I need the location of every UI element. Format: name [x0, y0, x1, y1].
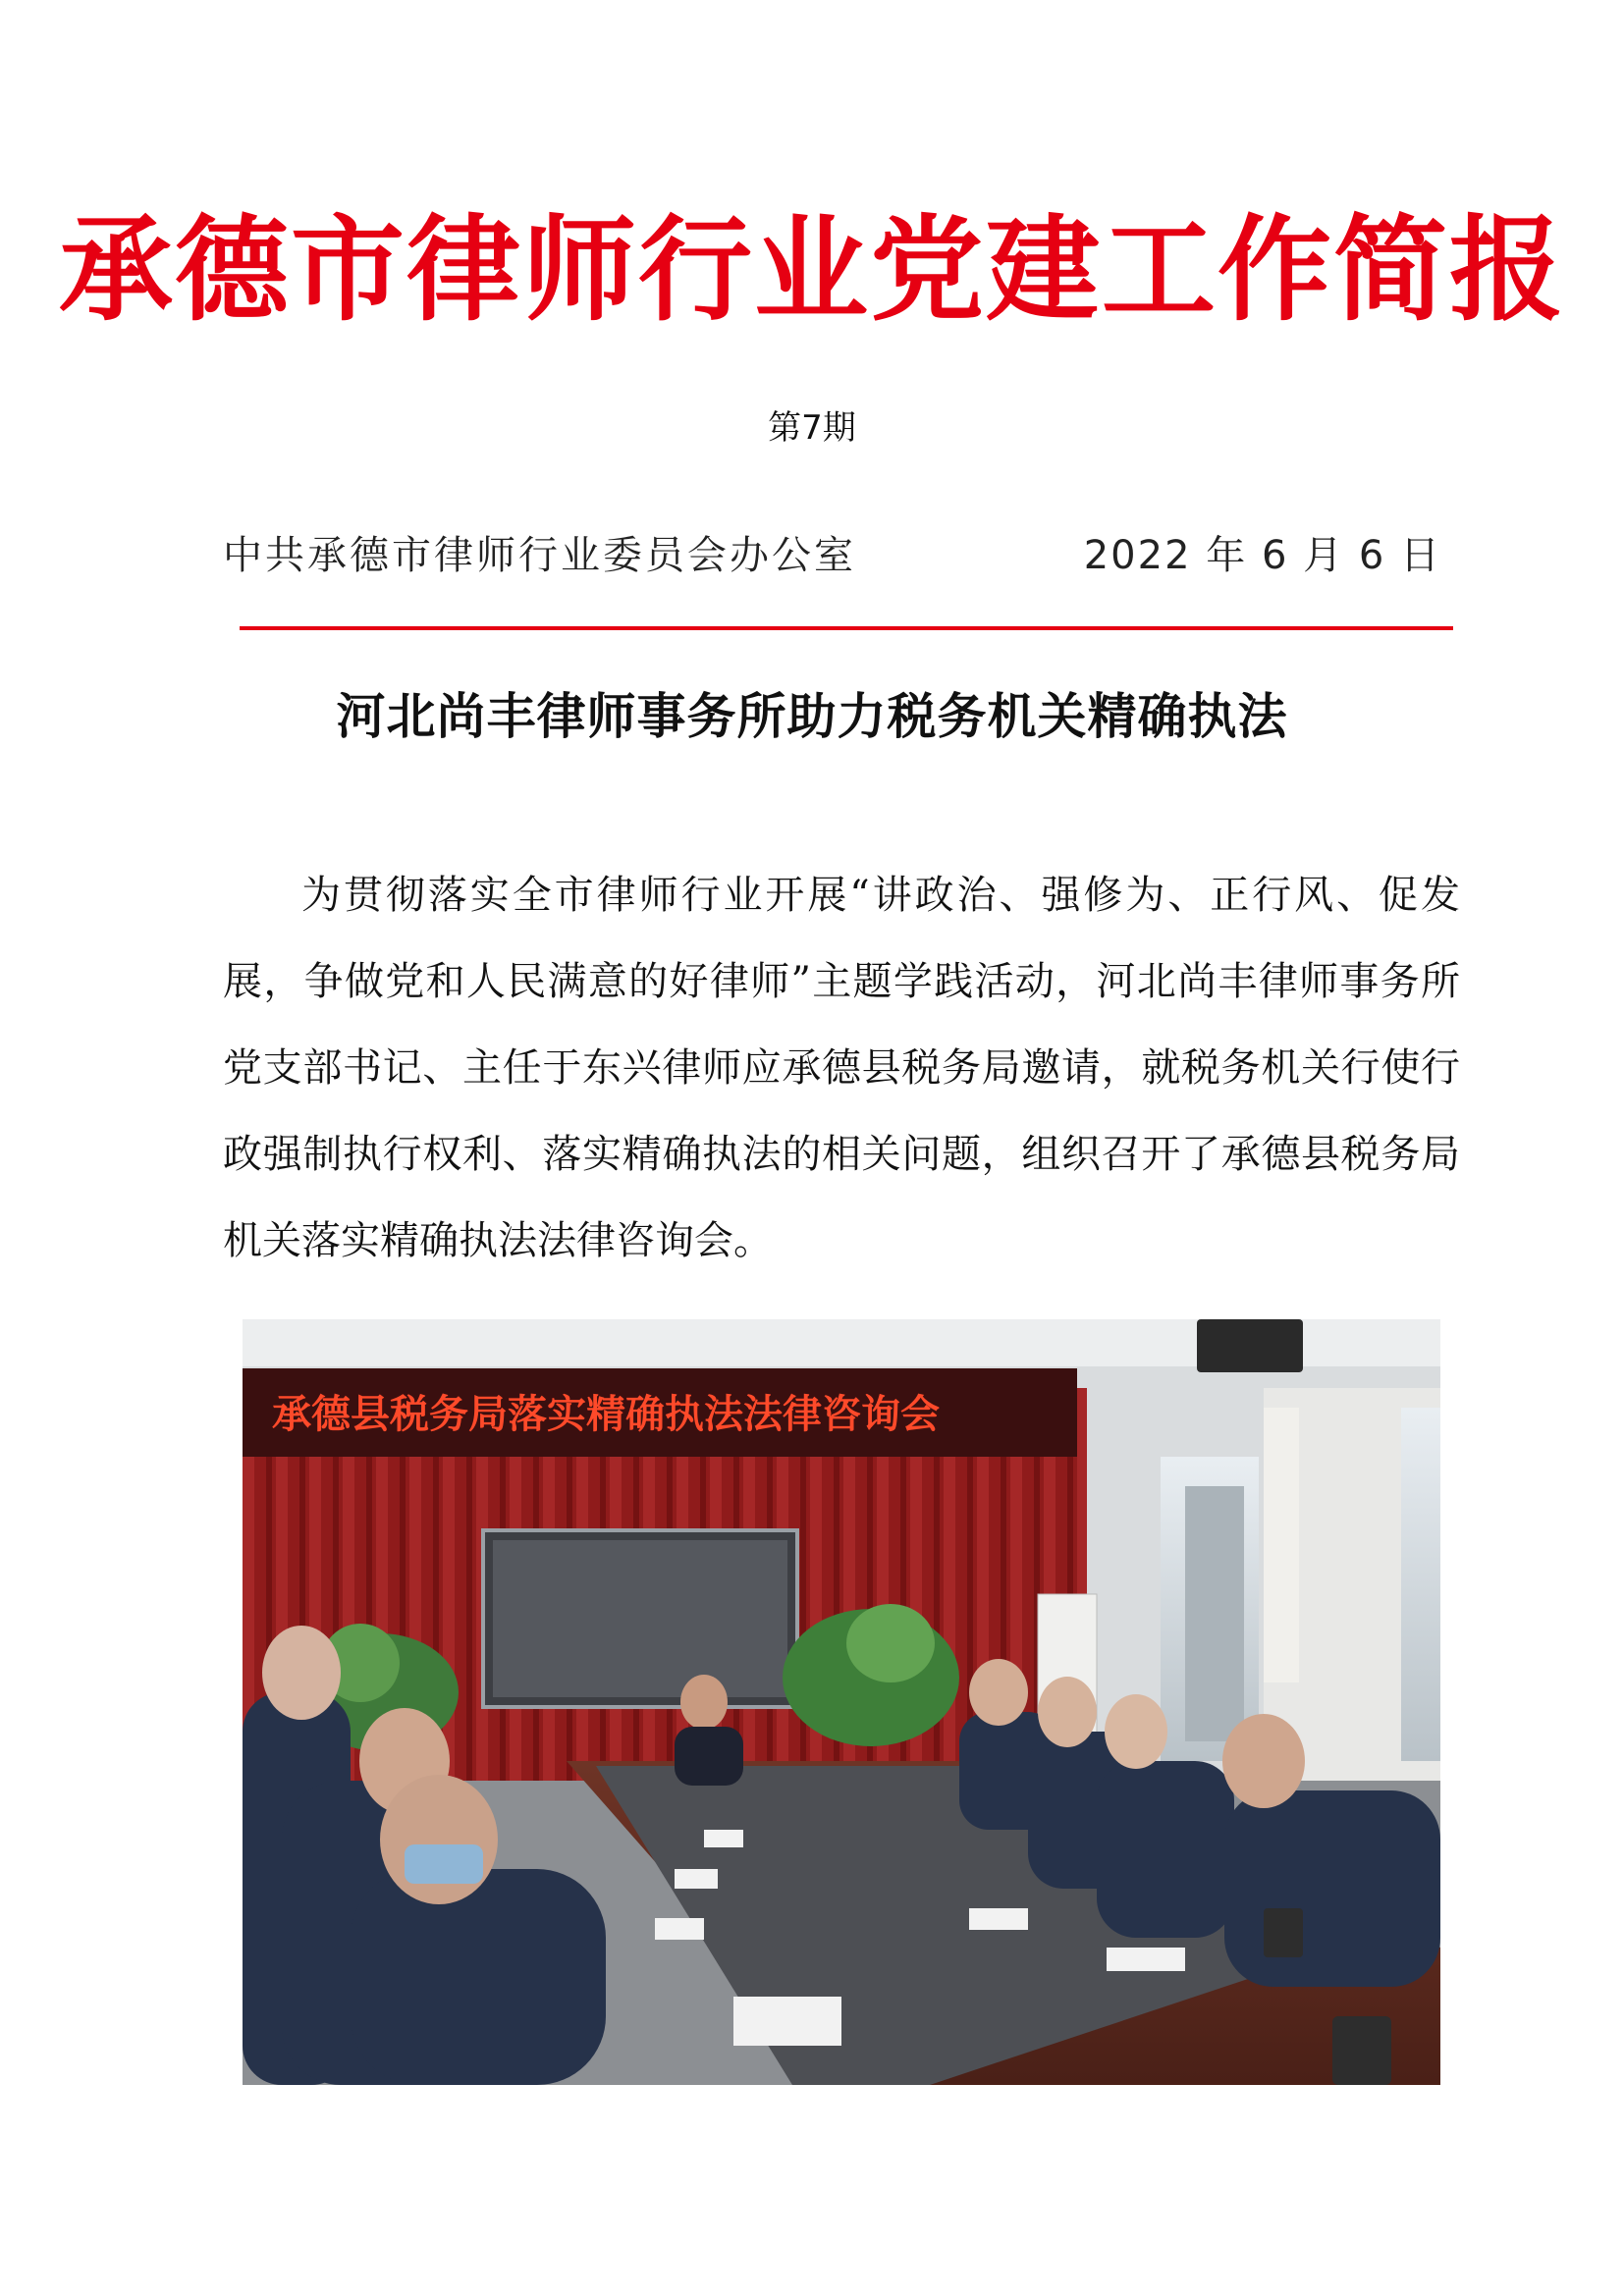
article-headline: 河北尚丰律师事务所助力税务机关精确执法	[336, 687, 1288, 745]
masthead-title: 承德市律师行业党建工作简报	[59, 203, 1565, 337]
banner-text: 承德县税务局落实精确执法法律咨询会	[272, 1392, 940, 1437]
issue-number: 第7期	[768, 408, 856, 448]
red-divider	[240, 626, 1453, 630]
publish-date: 2022 年 6 月 6 日	[1083, 533, 1441, 578]
article-paragraph: 为贯彻落实全市律师行业开展“讲政治、强修为、正行风、促发展，争做党和人民满意的好律师”主题学践活动，河北尚丰律师事务所党支部书记、主任于东兴律师应承德县税务局邀请，就税务机关行使行政强制执行权利、落实精确执法的相关问题，组织召开了承德县税务局机关落实精确执法法律咨询会。	[223, 873, 1460, 1263]
speaker-box	[1197, 1319, 1303, 1372]
publisher: 中共承德市律师行业委员会办公室	[223, 533, 856, 578]
meeting-photo	[243, 1319, 1440, 2085]
